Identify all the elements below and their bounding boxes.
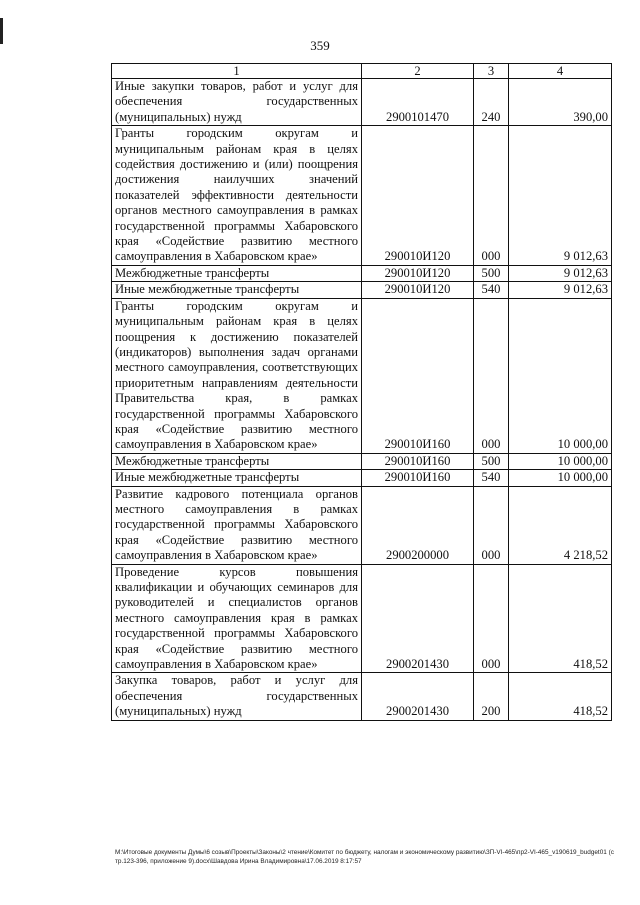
- row-description: Межбюджетные трансферты: [112, 265, 362, 281]
- table-row: [112, 673, 612, 720]
- row-expense-type: 500: [474, 265, 509, 281]
- table-row: [112, 470, 612, 486]
- row-target-code: 290010И120: [362, 282, 474, 298]
- row-amount: 9 012,63: [509, 265, 612, 281]
- row-description: Развитие кадрового потенциала органов местного самоуправления в рамках государственной программы Хабаровского края «Содействие развитию местного самоуправления в Хабаровском крае»: [112, 486, 362, 564]
- row-expense-type: 000: [474, 298, 509, 453]
- column-header-1: 1: [112, 64, 362, 79]
- row-description: Межбюджетные трансферты: [112, 453, 362, 469]
- column-header-2: 2: [362, 64, 474, 79]
- row-amount: 418,52: [509, 673, 612, 720]
- table-row: [112, 298, 612, 453]
- row-description: Гранты городским округам и муниципальным районам края в целях поощрения к достижению показателей (индикаторов) выполнения задач органами местного самоуправления, соответствующих приоритетным направлениям деятельности Правительства края, в рамках государственной программы Хабаровского края «Содействие развитию местного самоуправления в Хабаровском крае»: [112, 298, 362, 453]
- column-header-4: 4: [509, 64, 612, 79]
- table-row: [112, 79, 612, 126]
- row-target-code: 290010И160: [362, 470, 474, 486]
- table-row: [112, 453, 612, 469]
- row-expense-type: 000: [474, 126, 509, 266]
- table-header-row: [112, 64, 612, 79]
- table-row: [112, 265, 612, 281]
- row-expense-type: 540: [474, 282, 509, 298]
- row-description: Иные закупки товаров, работ и услуг для обеспечения государственных (муниципальных) нужд: [112, 79, 362, 126]
- budget-table: [111, 63, 612, 721]
- row-target-code: 290010И160: [362, 453, 474, 469]
- row-description: Закупка товаров, работ и услуг для обеспечения государственных (муниципальных) нужд: [112, 673, 362, 720]
- table-row: [112, 486, 612, 564]
- row-target-code: 290010И160: [362, 298, 474, 453]
- row-description: Иные межбюджетные трансферты: [112, 470, 362, 486]
- row-amount: 9 012,63: [509, 282, 612, 298]
- row-expense-type: 000: [474, 486, 509, 564]
- table-row: [112, 564, 612, 673]
- row-description: Проведение курсов повышения квалификации и обучающих семинаров для руководителей и специалистов органов местного самоуправления края в рамках государственной программы Хабаровского края «Содействие развитию местного самоуправления в Хабаровском крае»: [112, 564, 362, 673]
- row-target-code: 2900201430: [362, 673, 474, 720]
- row-description: Иные межбюджетные трансферты: [112, 282, 362, 298]
- row-amount: 4 218,52: [509, 486, 612, 564]
- row-target-code: 290010И120: [362, 126, 474, 266]
- table-row: [112, 126, 612, 266]
- row-amount: 10 000,00: [509, 453, 612, 469]
- row-expense-type: 240: [474, 79, 509, 126]
- row-target-code: 2900101470: [362, 79, 474, 126]
- row-expense-type: 000: [474, 564, 509, 673]
- page-number: 359: [310, 38, 330, 53]
- row-expense-type: 500: [474, 453, 509, 469]
- row-amount: 390,00: [509, 79, 612, 126]
- row-target-code: 2900201430: [362, 564, 474, 673]
- row-amount: 418,52: [509, 564, 612, 673]
- column-header-3: 3: [474, 64, 509, 79]
- row-amount: 10 000,00: [509, 470, 612, 486]
- file-path-footer: M:\Итоговые документы Думы\6 созыв\Проекты\Законы\2 чтение\Комитет по бюджету, налогам и экономическому развитию\ЗП-VI-465\пр2-VI-465_v190619_budget01 (стр.123-396, приложение 9).docx\Шавдова Ирина Владимировна\17.06.2019 8:17:57: [115, 849, 614, 865]
- row-target-code: 290010И120: [362, 265, 474, 281]
- row-target-code: 2900200000: [362, 486, 474, 564]
- row-amount: 9 012,63: [509, 126, 612, 266]
- row-amount: 10 000,00: [509, 298, 612, 453]
- table-row: [112, 282, 612, 298]
- row-expense-type: 200: [474, 673, 509, 720]
- row-expense-type: 540: [474, 470, 509, 486]
- row-description: Гранты городским округам и муниципальным районам края в целях содействия достижению и (или) поощрения достижения наилучших значений показателей эффективности деятельности органов местного самоуправления в рамках государственной программы Хабаровского края «Содействие развитию местного самоуправления в Хабаровском крае»: [112, 126, 362, 266]
